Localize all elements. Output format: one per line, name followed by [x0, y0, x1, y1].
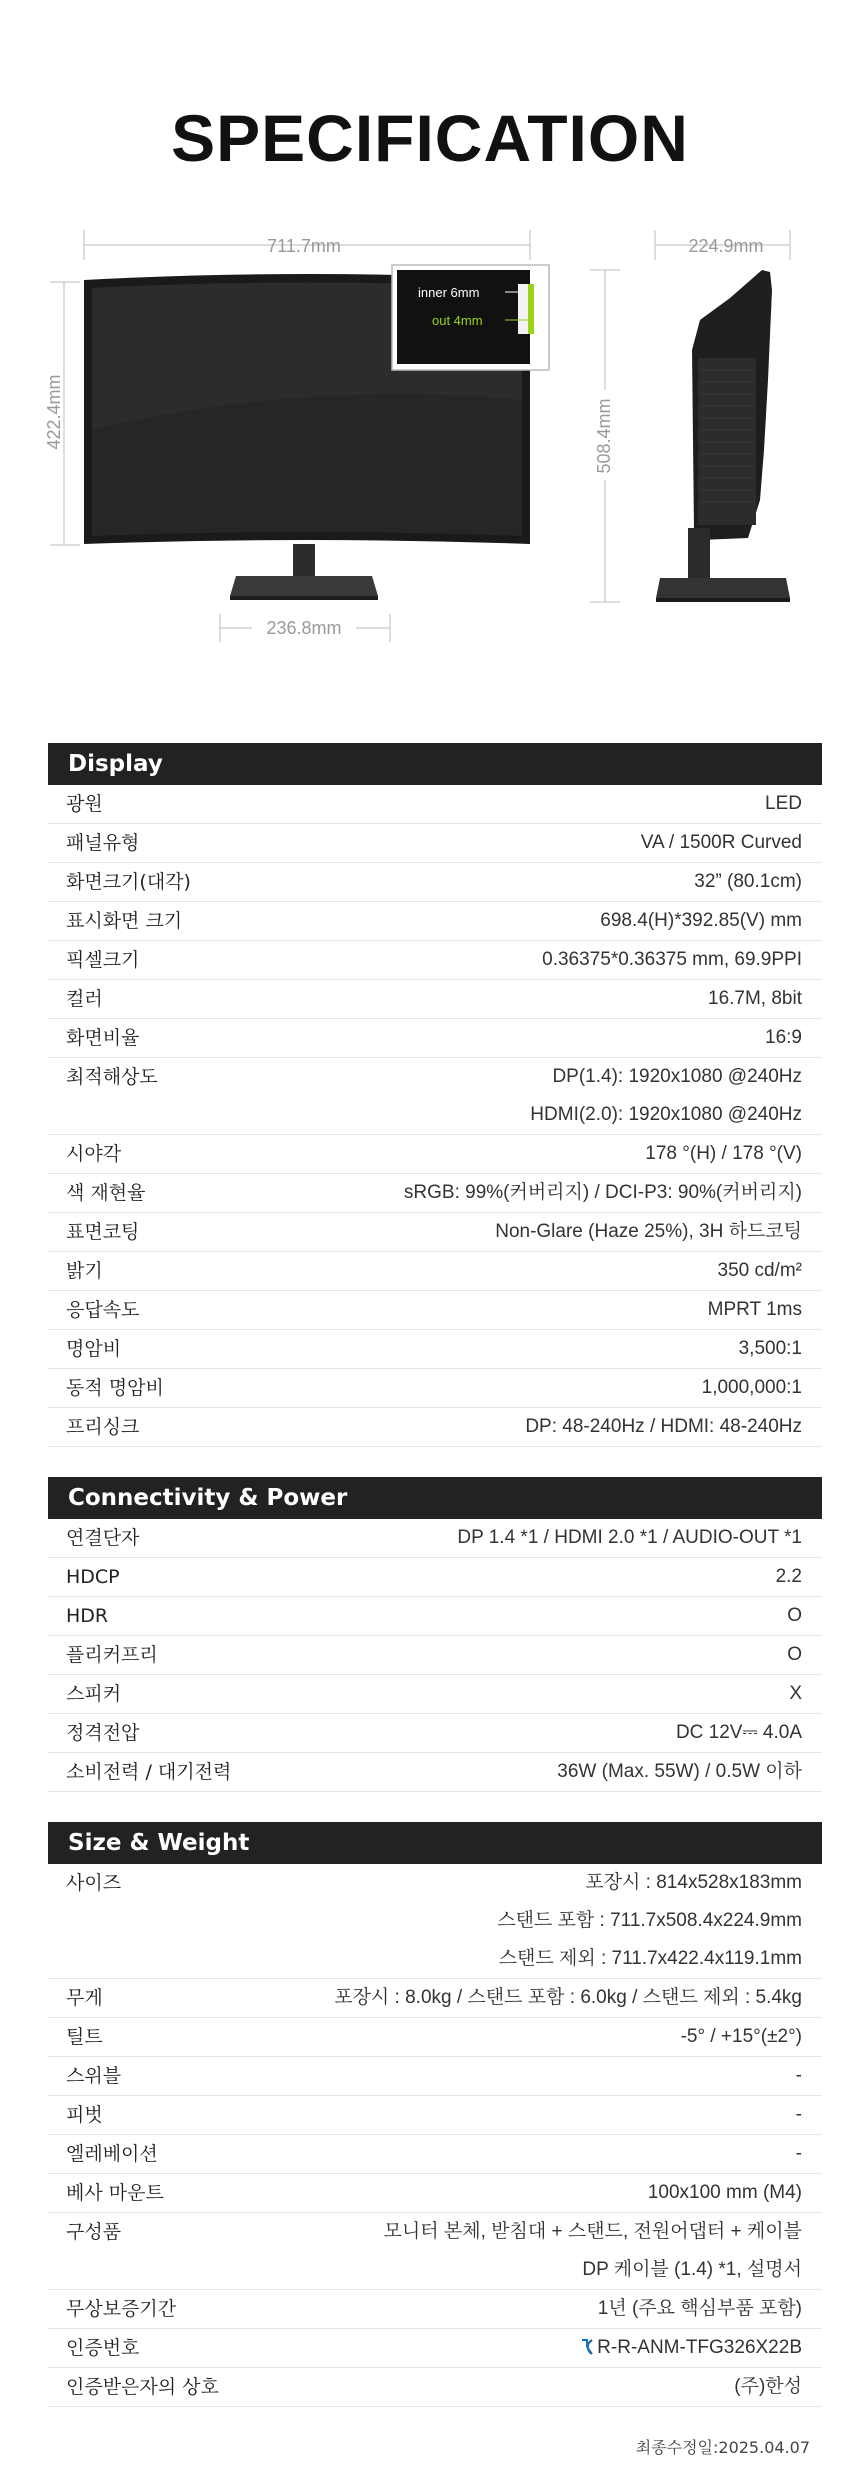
spec-row [48, 2057, 822, 2096]
spec-value: DP 1.4 *1 / HDMI 2.0 *1 / AUDIO-OUT *1 [457, 1527, 802, 1548]
spec-row [48, 1135, 822, 1174]
side-stand-neck [688, 528, 710, 578]
spec-row [48, 2096, 822, 2135]
spec-values [645, 1135, 802, 1173]
spec-value: 1,000,000:1 [701, 1377, 802, 1398]
spec-value: DP: 48-240Hz / HDMI: 48-240Hz [525, 1416, 802, 1437]
spec-values [789, 1675, 802, 1713]
spec-values [557, 1753, 802, 1791]
spec-row [48, 824, 822, 863]
spec-label: 틸트 [66, 2026, 103, 2048]
spec-label: 시야각 [66, 1143, 122, 1165]
spec-value: 36W (Max. 55W) / 0.5W 이하 [557, 1761, 802, 1782]
spec-values [580, 2329, 802, 2367]
spec-values [694, 863, 802, 901]
spec-values [525, 1408, 802, 1446]
spec-values [734, 2368, 802, 2406]
spec-values [681, 2018, 802, 2056]
spec-values [404, 1174, 802, 1212]
spec-rows [48, 1519, 822, 1792]
spec-values [457, 1519, 802, 1557]
spec-label: 컬러 [66, 988, 103, 1010]
front-width-label: 711.7mm [267, 236, 341, 256]
spec-value: LED [765, 793, 802, 814]
spec-row [48, 1252, 822, 1291]
stand-neck [293, 544, 315, 576]
spec-label: 플리커프리 [66, 1644, 158, 1666]
spec-label: 인증번호 [66, 2337, 140, 2359]
spec-label: 응답속도 [66, 1299, 140, 1321]
bezel-inner-label: inner 6mm [418, 285, 480, 300]
spec-values [796, 2135, 802, 2173]
spec-row [48, 1675, 822, 1714]
spec-value: X [789, 1683, 802, 1704]
spec-values [334, 1979, 802, 2017]
spec-label: 스피커 [66, 1683, 122, 1705]
spec-row [48, 2018, 822, 2057]
spec-row [48, 2174, 822, 2213]
spec-label: 동적 명암비 [66, 1377, 164, 1399]
stand-width-label: 236.8mm [266, 618, 342, 638]
spec-label: 소비전력 / 대기전력 [66, 1761, 232, 1783]
spec-values [648, 2174, 802, 2212]
spec-label: 패널유형 [66, 832, 140, 854]
spec-values [739, 1330, 802, 1368]
spec-label: 화면크기(대각) [66, 871, 191, 893]
spec-value: 1년 (주요 핵심부품 포함) [597, 2298, 802, 2319]
side-depth-label: 224.9mm [688, 236, 764, 256]
spec-label: 무게 [66, 1987, 103, 2009]
bezel-out-label: out 4mm [432, 313, 483, 328]
last-updated: 최종수정일:2025.04.07 [635, 2438, 810, 2457]
spec-values [676, 1714, 802, 1752]
spec-value: 100x100 mm (M4) [647, 2182, 802, 2203]
spec-value: VA / 1500R Curved [640, 832, 802, 853]
spec-value: 16:9 [765, 1027, 802, 1048]
spec-value: 포장시 : 814x528x183mm [585, 1872, 802, 1893]
spec-label: 표면코팅 [66, 1221, 140, 1243]
spec-values [708, 1291, 802, 1329]
spec-value: - [795, 2143, 802, 2164]
spec-values [765, 785, 802, 823]
spec-label: 화면비율 [66, 1027, 140, 1049]
spec-row [48, 902, 822, 941]
spec-label: 엘레베이션 [66, 2143, 158, 2165]
spec-label: 베사 마운트 [66, 2182, 164, 2204]
spec-value: HDMI(2.0): 1920x1080 @240Hz [530, 1104, 802, 1125]
spec-row [48, 1408, 822, 1447]
spec-label: 사이즈 [66, 1872, 122, 1894]
spec-value: DP(1.4): 1920x1080 @240Hz [552, 1066, 802, 1087]
stand-base [230, 576, 378, 596]
total-height-label: 508.4mm [594, 398, 614, 474]
spec-value: 698.4(H)*392.85(V) mm [600, 910, 802, 931]
spec-row [48, 2290, 822, 2329]
section-title: Size & Weight [48, 1822, 822, 1864]
spec-values [787, 1636, 802, 1674]
spec-values [542, 941, 802, 979]
spec-label: 무상보증기간 [66, 2298, 177, 2320]
spec-values [708, 980, 802, 1018]
spec-row [48, 1330, 822, 1369]
front-height-label: 422.4mm [44, 374, 64, 450]
spec-row [48, 941, 822, 980]
spec-row [48, 785, 822, 824]
spec-label: 최적해상도 [66, 1066, 158, 1088]
spec-value-text: R-R-ANM-TFG326X22B [597, 2337, 802, 2358]
spec-row [48, 980, 822, 1019]
spec-row [48, 1019, 822, 1058]
spec-values [495, 1213, 802, 1251]
spec-row [48, 1558, 822, 1597]
spec-label: 색 재현율 [66, 1182, 146, 1204]
spec-values [497, 1864, 802, 1978]
spec-row [48, 1636, 822, 1675]
spec-label: HDCP [66, 1566, 120, 1588]
spec-row [48, 1864, 822, 1979]
spec-values [796, 2057, 802, 2095]
spec-value: DP 케이블 (1.4) *1, 설명서 [582, 2259, 802, 2280]
spec-row [48, 1519, 822, 1558]
spec-row [48, 1714, 822, 1753]
section-connectivity-power [48, 1477, 822, 1792]
spec-values [796, 2096, 802, 2134]
spec-value: O [787, 1605, 802, 1626]
spec-row [48, 1753, 822, 1792]
spec-values [765, 1019, 802, 1057]
spec-label: 피벗 [66, 2104, 103, 2126]
spec-label: 픽셀크기 [66, 949, 140, 971]
page-title: SPECIFICATION [171, 101, 689, 175]
spec-row [48, 1597, 822, 1636]
spec-value: 3,500:1 [738, 1338, 802, 1359]
spec-row [48, 1058, 822, 1135]
section-display [48, 743, 822, 1447]
section-title: Connectivity & Power [48, 1477, 822, 1519]
spec-row [48, 1213, 822, 1252]
spec-row [48, 2135, 822, 2174]
spec-label: 스위블 [66, 2065, 122, 2087]
spec-values [384, 2213, 802, 2289]
spec-value: 스탠드 제외 : 711.7x422.4x119.1mm [498, 1948, 802, 1969]
spec-row [48, 1369, 822, 1408]
spec-values [598, 2290, 802, 2328]
spec-value: O [787, 1644, 802, 1665]
kc-cert-icon [580, 2338, 594, 2356]
spec-row [48, 2329, 822, 2368]
spec-values [787, 1597, 802, 1635]
spec-row [48, 2213, 822, 2290]
spec-values [718, 1252, 802, 1290]
section-title: Display [48, 743, 822, 785]
spec-label: 밝기 [66, 1260, 103, 1282]
spec-value: - [795, 2065, 802, 2086]
spec-values [600, 902, 802, 940]
spec-value: sRGB: 99%(커버리지) / DCI-P3: 90%(커버리지) [403, 1182, 802, 1203]
spec-value: 2.2 [775, 1566, 802, 1587]
spec-value: 스탠드 포함 : 711.7x508.4x224.9mm [497, 1910, 802, 1931]
spec-row [48, 1174, 822, 1213]
spec-value: MPRT 1ms [707, 1299, 802, 1320]
spec-value: 모니터 본체, 받침대 + 스탠드, 전원어댑터 + 케이블 [383, 2221, 802, 2242]
spec-value: DC 12V⎓ 4.0A [675, 1722, 802, 1743]
dimension-diagram [0, 200, 860, 670]
spec-row [48, 1979, 822, 2018]
spec-values [776, 1558, 802, 1596]
section-size-weight [48, 1822, 822, 2407]
spec-label: HDR [66, 1605, 109, 1627]
spec-value: 178 °(H) / 178 °(V) [645, 1143, 802, 1164]
spec-value: 350 cd/m² [717, 1260, 802, 1281]
spec-label: 연결단자 [66, 1527, 140, 1549]
spec-label: 정격전압 [66, 1722, 140, 1744]
spec-value: 16.7M, 8bit [708, 988, 802, 1009]
spec-values [530, 1058, 802, 1134]
spec-label: 인증받은자의 상호 [66, 2376, 219, 2398]
spec-value: Non-Glare (Haze 25%), 3H 하드코팅 [495, 1221, 802, 1242]
spec-row [48, 2368, 822, 2407]
spec-values [641, 824, 802, 862]
spec-row [48, 1291, 822, 1330]
spec-label: 광원 [66, 793, 103, 815]
spec-value: -5° / +15°(±2°) [680, 2026, 802, 2047]
spec-value: 0.36375*0.36375 mm, 69.9PPI [542, 949, 802, 970]
spec-value [580, 2329, 802, 2367]
spec-label: 표시화면 크기 [66, 910, 183, 932]
spec-label: 구성품 [66, 2221, 122, 2243]
spec-value: - [795, 2104, 802, 2125]
side-stand-base [656, 578, 790, 598]
spec-label: 프리싱크 [66, 1416, 140, 1438]
spec-rows [48, 1864, 822, 2407]
spec-value: 32” (80.1cm) [694, 871, 802, 892]
spec-label: 명암비 [66, 1338, 122, 1360]
spec-rows [48, 785, 822, 1447]
spec-value: (주)한성 [734, 2376, 802, 2397]
spec-value: 포장시 : 8.0kg / 스탠드 포함 : 6.0kg / 스탠드 제외 : 5.4kg [334, 1987, 802, 2008]
spec-row [48, 863, 822, 902]
spec-values [702, 1369, 802, 1407]
